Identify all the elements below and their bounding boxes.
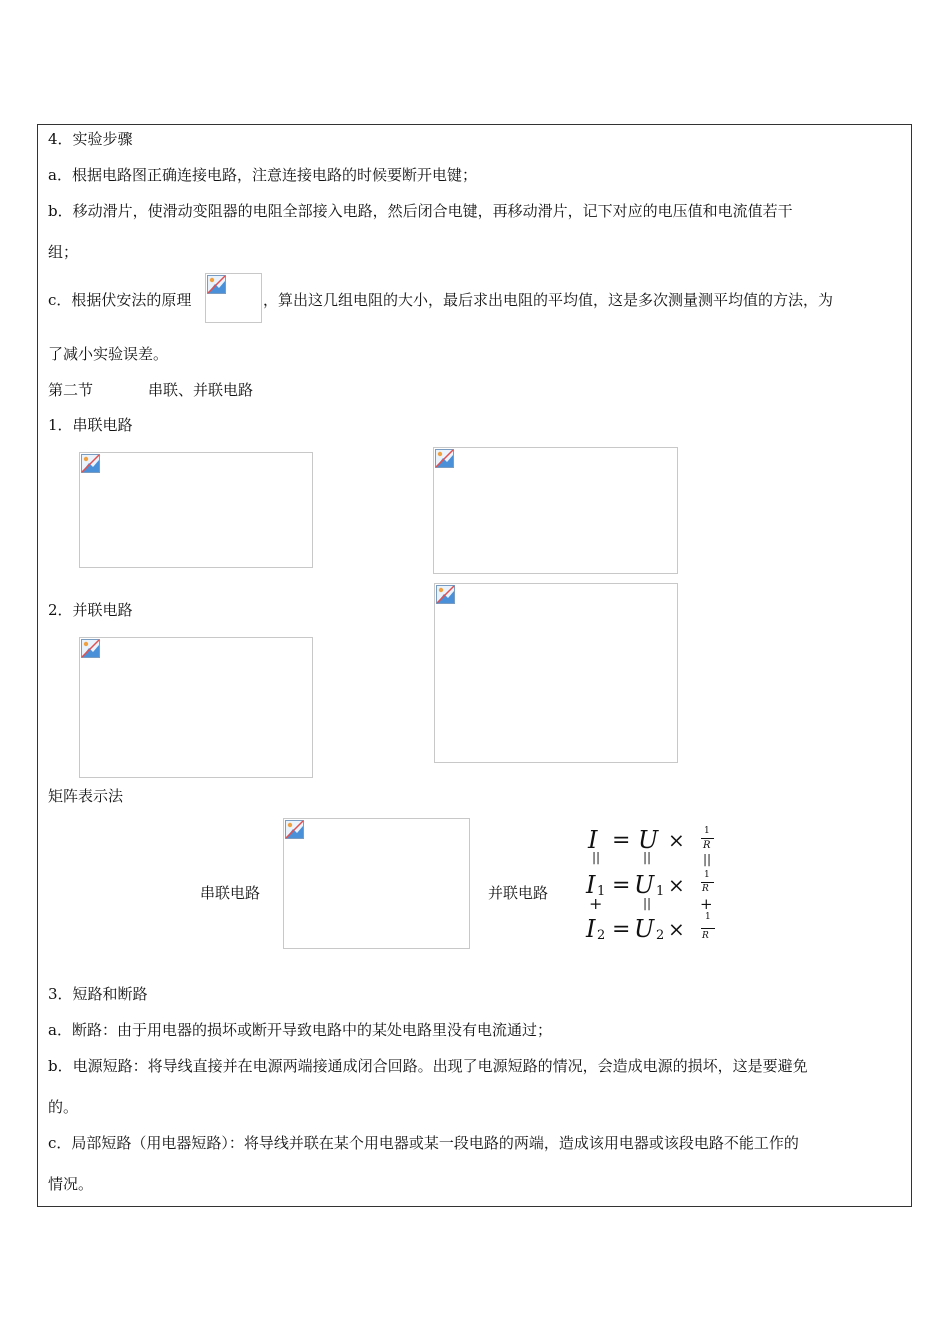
broken-image-icon	[436, 585, 455, 604]
short-a: a．断路：由于用电器的损坏或断开导致电路中的某处电路里没有电流通过；	[48, 1021, 552, 1039]
step-c-part2: ，算出这几组电阻的大小，最后求出电阻的平均值，这是多次测量测平均值的方法，为	[263, 291, 834, 309]
short-b-line1: b．电源短路：将导线直接并在电源两端接通成闭合回路。出现了电源短路的情况，会造成电源的损坏，这是要避免	[48, 1057, 808, 1075]
formula-frac-num-1: 1	[704, 826, 710, 836]
formula-times-1: ×	[668, 828, 685, 852]
formula-U1-sub: 1	[656, 884, 665, 899]
formula-frac-num-2: 1	[704, 870, 710, 880]
matrix-heading: 矩阵表示法	[48, 787, 124, 805]
short-c-line1: c．局部短路（用电器短路）：将导线并联在某个用电器或某一段电路的两端，造成该用电器或该段电路不能工作的	[48, 1134, 799, 1152]
step-b-line2: 组；	[48, 243, 79, 261]
short-heading: 3．短路和断路	[48, 985, 148, 1003]
step-c-line2: 了减小实验误差。	[48, 345, 169, 363]
formula-I2: I	[586, 915, 596, 943]
formula-plus-2: +	[700, 895, 713, 913]
formula-frac-bar-1	[701, 838, 714, 839]
series-heading: 1．串联电路	[48, 416, 133, 434]
broken-image-icon	[81, 639, 100, 658]
formula-U: U	[638, 826, 659, 854]
formula-U2-sub: 2	[656, 928, 665, 943]
formula-frac-den-2: R	[702, 884, 709, 894]
short-b-line2: 的。	[48, 1098, 79, 1116]
formula-frac-bar-2	[701, 882, 714, 883]
formula-I: I	[588, 826, 598, 854]
step-c-part1: c．根据伏安法的原理	[48, 291, 192, 309]
formula-frac-bar-3	[701, 928, 715, 929]
step-a: a．根据电路图正确连接电路，注意连接电路的时候要断开电键；	[48, 166, 477, 184]
formula-frac-num-3: 1	[705, 912, 711, 922]
formula-U2: U	[634, 915, 655, 943]
broken-image-icon	[285, 820, 304, 839]
parallel-circuit-image	[79, 637, 313, 778]
short-c-line2: 情况。	[48, 1175, 94, 1193]
formula-U1: U	[634, 871, 655, 899]
formula-I1-sub: 1	[597, 884, 606, 899]
matrix-series-image	[283, 818, 470, 949]
formula-dbl-3: ||	[703, 852, 712, 866]
broken-image-icon	[207, 275, 226, 294]
parallel-heading: 2．并联电路	[48, 601, 133, 619]
steps-heading: 4．实验步骤	[48, 130, 133, 148]
formula-dbl-1: ||	[592, 850, 601, 864]
parallel-table-image	[434, 583, 678, 763]
series-table-image	[433, 447, 678, 574]
formula-image	[205, 273, 262, 323]
formula-eq-3: =	[612, 917, 631, 942]
matrix-series-label: 串联电路	[200, 884, 261, 902]
series-circuit-image	[79, 452, 313, 568]
formula-frac-den-3: R	[702, 931, 709, 941]
section-label: 第二节	[48, 381, 94, 399]
formula-I2-sub: 2	[597, 928, 606, 943]
section-title: 串联、并联电路	[148, 381, 254, 399]
formula-frac-den-1: R	[703, 840, 711, 851]
broken-image-icon	[81, 454, 100, 473]
formula-times-2: ×	[668, 873, 685, 897]
formula-plus-1: +	[589, 894, 603, 913]
formula-times-3: ×	[668, 917, 685, 941]
step-b-line1: b．移动滑片，使滑动变阻器的电阻全部接入电路，然后闭合电键，再移动滑片，记下对应的电压值和电流值若干	[48, 202, 793, 220]
broken-image-icon	[435, 449, 454, 468]
formula-eq-2: =	[612, 873, 631, 898]
matrix-parallel-label: 并联电路	[488, 884, 549, 902]
formula-dbl-4: ||	[643, 896, 652, 910]
formula-dbl-2: ||	[643, 850, 652, 864]
formula-eq-1: =	[612, 828, 631, 853]
formula-I1: I	[586, 871, 596, 899]
